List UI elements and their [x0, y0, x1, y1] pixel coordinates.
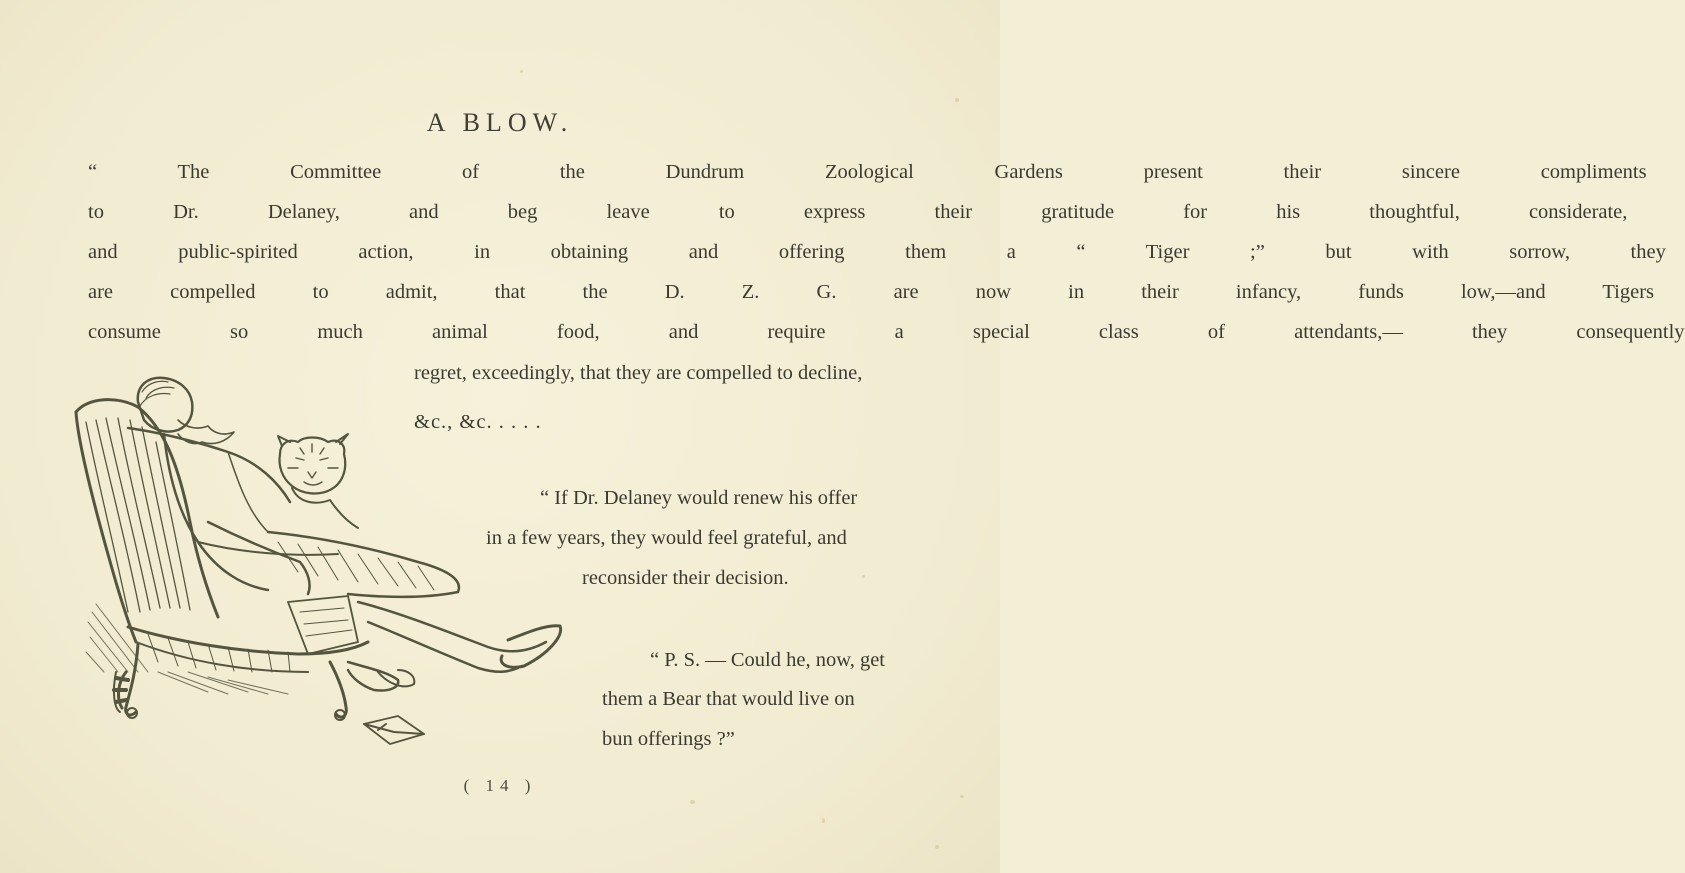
- body-line-5-text: consume so much animal food, and require a special class of attendants,— they consequently: [88, 321, 1685, 343]
- body-line-2: [88, 200, 1628, 224]
- engraving-illustration: [68, 372, 568, 762]
- para2-line-2-text: in a few years, they would feel grateful, and: [486, 527, 847, 549]
- para3-line-2: [602, 687, 855, 711]
- para2-line-1-text: “ If Dr. Delaney would renew his offer: [540, 487, 858, 509]
- body-line-7-text: &c., &c. . . . .: [414, 411, 542, 433]
- page-title: A BLOW.: [426, 108, 574, 137]
- para2-line-3-text: reconsider their decision.: [582, 567, 789, 589]
- body-line-3: [88, 240, 1666, 264]
- body-line-1-text: “ The Committee of the Dundrum Zoological Gardens present their sincere compliments: [88, 161, 1647, 183]
- para3-line-1-text: “ P. S. — Could he, now, get: [650, 649, 885, 671]
- body-line-3-text: and public-spirited action, in obtaining and offering them a “ Tiger ;” but with sorrow, they: [88, 241, 1666, 263]
- para3-line-3: [602, 727, 735, 751]
- body-line-6-text: regret, exceedingly, that they are compelled to decline,: [414, 362, 863, 384]
- para2-line-1: [540, 486, 857, 510]
- body-line-1: [88, 160, 1647, 184]
- page-number: ( 14 ): [463, 776, 537, 795]
- body-line-5: [88, 320, 1685, 344]
- body-line-2-text: to Dr. Delaney, and beg leave to express their gratitude for his thoughtful, considerate,: [88, 201, 1628, 223]
- para3-line-1: [650, 648, 885, 672]
- body-line-4-text: are compelled to admit, that the D. Z. G. are now in their infancy, funds low,—and Tigers: [88, 281, 1655, 303]
- para3-line-3-text: bun offerings ?”: [602, 728, 735, 750]
- para2-line-3: [582, 566, 789, 590]
- para3-line-2-text: them a Bear that would live on: [602, 688, 855, 710]
- body-line-4: [88, 280, 1655, 304]
